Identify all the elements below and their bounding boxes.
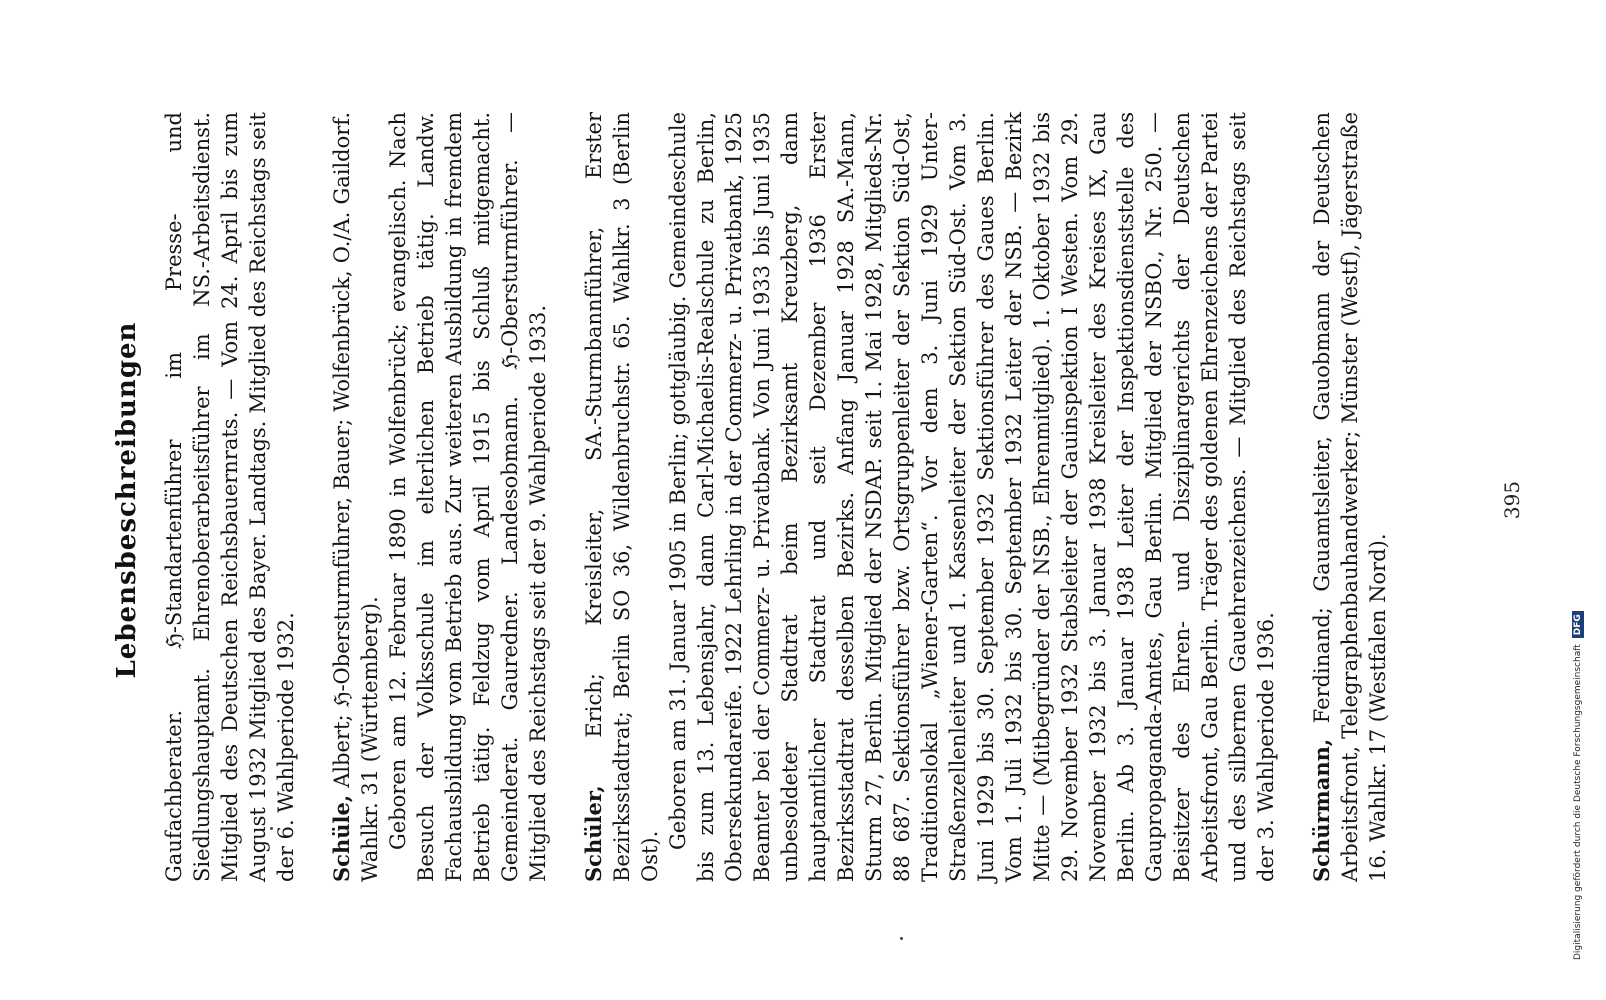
biography-entry (160, 112, 300, 882)
biography-entry (1308, 112, 1392, 882)
entry-paragraph (580, 112, 664, 882)
entry-paragraph (1308, 112, 1392, 882)
dfg-logo: DFG (1572, 611, 1584, 638)
entry-paragraph: Geboren am 31. Januar 1905 in Berlin; gottgläubig. Gemeindeschule bis zum 13. Lebensjahr, dann Carl-Michaelis-Realschule zu Berlin, Obersekundareife. 1922 Lehrling in der Commerz- u. Privatbank, 1925 Beamter bei der Commerz- u. Privatbank. Von Juni 1933 bis Juni 1935 unbesoldeter Stadtrat beim Bezirksamt Kreuzberg, dann hauptamtlicher Stadtrat und seit Dezember 1936 Erster Bezirksstadtrat desselben Bezirks. Anfang Januar 1928 SA.-Mann, Sturm 27, Berlin. Mitglied der NSDAP. seit 1. Mai 1928, Mitglieds-Nr. 88 687. Sektionsführer bzw. Ortsgruppenleiter der Sektion Süd-Ost, Traditionslokal „Wiener-Garten“. Vor dem 3. Juni 1929 Unter-Straßenzellenleiter und 1. Kassenleiter der Sektion Süd-Ost. Vom 3. Juni 1929 bis 30. September 1932 Sektionsführer des Gaues Berlin. Vom 1. Juli 1932 bis 30. September 1932 Leiter der NSB. — Bezirk Mitte — (Mitbegründer der NSB., Ehrenmitglied). 1. Oktober 1932 bis 29. November 1932 Stabsleiter der Gauinspektion I Westen. Vom 29. November 1932 bis 3. Januar 1938 Kreisleiter des Kreises IX, Gau Berlin. Ab 3. Januar 1938 Leiter der Inspektionsdienststelle des Gaupropaganda-Amtes, Gau Berlin. Mitglied der NSBO., Nr. 250. — Beisitzer des Ehren- und Disziplinargerichts der Deutschen Arbeitsfront, Gau Berlin. Träger des goldenen Ehrenzeichens der Partei und des silbernen Gauehrenzeichens. — Mitglied des Reichstags seit der 3. Wahlperiode 1936. (666, 112, 1278, 882)
scan-speck (270, 827, 273, 830)
page-number: 395 (1500, 480, 1524, 520)
text-body (160, 112, 1490, 882)
entry-name: Schüle, (329, 794, 354, 882)
running-header: Lebensbeschreibungen (112, 321, 142, 679)
credit-text: Digitalisierung gefördert durch die Deutsche Forschungsgemeinschaft (1573, 644, 1583, 960)
biography-entry (328, 112, 552, 882)
biography-entry (580, 112, 1280, 882)
entry-header-text: Erich; Kreisleiter, SA.-Sturmbannführer, Erster Bezirksstadtrat; Berlin SO 36, Wildenbruchstr. 65. Wahlkr. 3 (Berlin Ost). (582, 112, 662, 882)
scan-speck (900, 937, 903, 940)
entry-name: Schürmann, (1309, 738, 1334, 882)
entry-header-text: Ferdinand; Gauamtsleiter, Gauobmann der Deutschen Arbeitsfront, Telegraphenbauhandwerker; Münster (Westf), Jägerstraße 16. Wahlkr. 17 (Westfalen Nord). (1310, 112, 1390, 882)
entry-name: Schüler, (581, 785, 606, 882)
entry-paragraph (328, 112, 384, 882)
entry-paragraph: Geboren am 12. Februar 1890 in Wolfenbrück; evangelisch. Nach Besuch der Volksschule im elterlichen Betrieb tätig. Landw. Fachausbildung vom Betrieb aus. Zur weiteren Ausbildung in fremdem Betrieb tätig. Feldzug vom April 1915 bis Schluß mitgemacht. Gemeinderat. Gauredner. Landesobmann. ℌ-Obersturmführer. — Mitglied des Reichstags seit der 9. Wahlperiode 1933. (386, 112, 550, 882)
entry-paragraph: Gaufachberater. ℌ-Standartenführer im Presse- und Siedlungshauptamt. Ehrenoberarbeitsführer im NS.-Arbeitsdienst. Mitglied des Deutschen Reichsbauernrats. — Vom 24. April bis zum August 1932 Mitglied des Bayer. Landtags. Mitglied des Reichstags seit der 6. Wahlperiode 1932. (162, 112, 298, 882)
entry-header-text: Albert; ℌ-Obersturmführer, Bauer; Wolfenbrück, O./A. Gaildorf. Wahlkr. 31 (Württemberg). (330, 112, 382, 882)
digitization-credit (1572, 40, 1584, 960)
